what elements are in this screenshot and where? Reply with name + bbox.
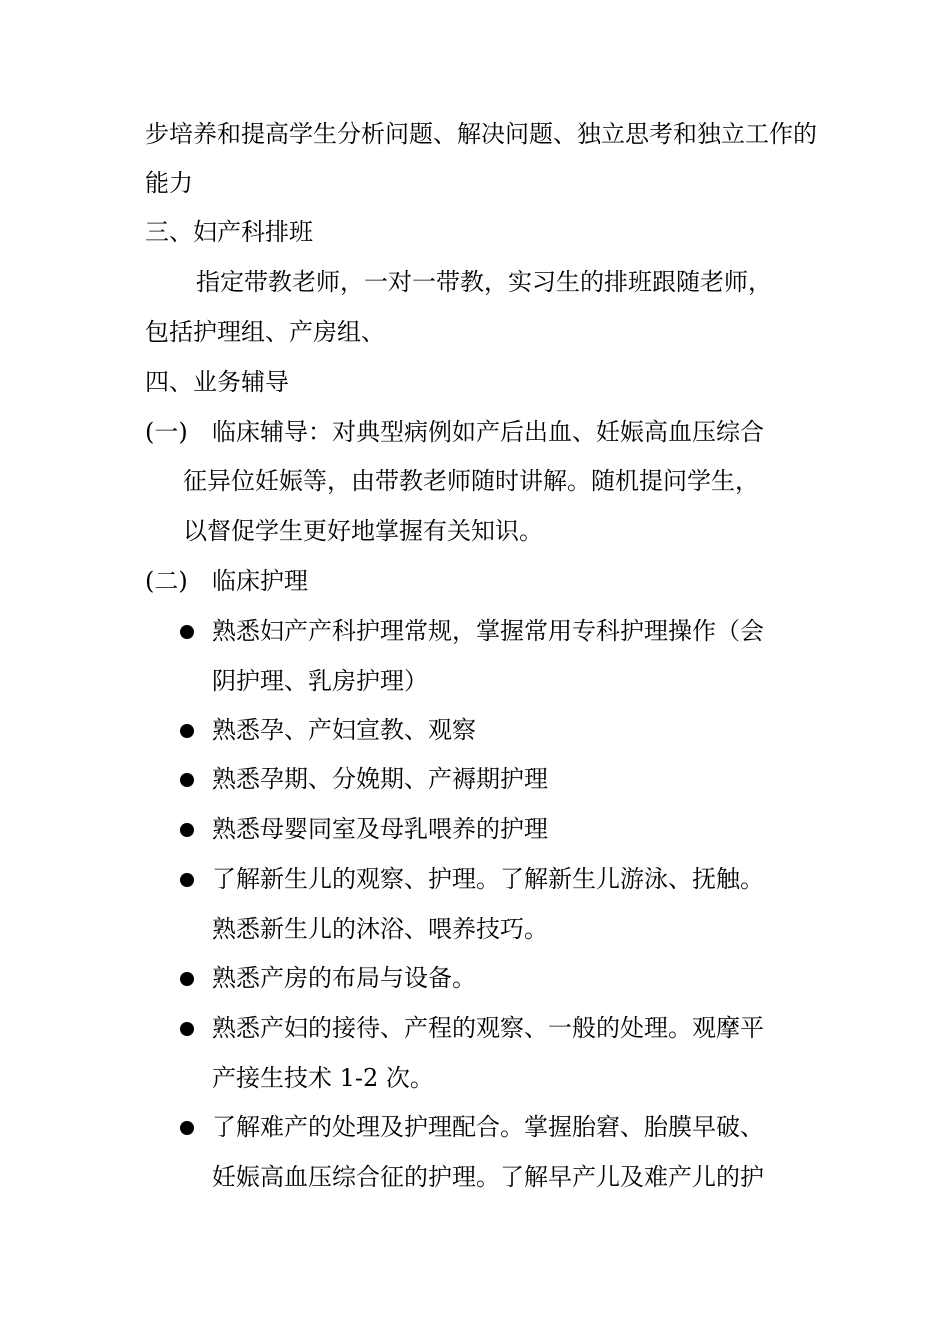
list-item-line: 熟悉孕期、分娩期、产褥期护理	[212, 765, 548, 793]
list-item-line: 熟悉妇产产科护理常规，掌握常用专科护理操作（会	[212, 617, 764, 645]
bullet-icon	[180, 972, 194, 986]
bullet-icon	[180, 873, 194, 887]
bullet-icon	[180, 625, 194, 639]
section-heading: 三、妇产科排班	[145, 218, 313, 246]
paragraph-line: 征异位妊娠等，由带教老师随时讲解。随机提问学生，	[183, 467, 759, 495]
list-item-line: 了解难产的处理及护理配合。掌握胎窘、胎膜早破、	[212, 1113, 764, 1141]
subsection-number: (二)	[145, 567, 188, 595]
list-item-line: 熟悉新生儿的沐浴、喂养技巧。	[212, 915, 548, 943]
bullet-icon	[180, 1022, 194, 1036]
subsection-number: (一)	[145, 418, 188, 446]
list-item-line: 妊娠高血压综合征的护理。了解早产儿及难产儿的护	[212, 1163, 764, 1191]
list-item-line: 阴护理、乳房护理）	[212, 667, 428, 695]
section-heading: 四、业务辅导	[145, 368, 289, 396]
list-item-line: 了解新生儿的观察、护理。了解新生儿游泳、抚触。	[212, 865, 764, 893]
paragraph-line: 临床辅导：对典型病例如产后出血、妊娠高血压综合	[212, 418, 764, 446]
list-item-line: 产接生技术 1-2 次。	[212, 1064, 434, 1092]
list-item-line: 熟悉母婴同室及母乳喂养的护理	[212, 815, 548, 843]
bullet-icon	[180, 773, 194, 787]
list-item-line: 熟悉产房的布局与设备。	[212, 964, 476, 992]
paragraph-line: 能力	[145, 169, 193, 197]
bullet-icon	[180, 823, 194, 837]
bullet-icon	[180, 1121, 194, 1135]
bullet-icon	[180, 724, 194, 738]
paragraph-line: 以督促学生更好地掌握有关知识。	[183, 517, 543, 545]
paragraph-line: 指定带教老师，一对一带教，实习生的排班跟随老师，	[196, 268, 772, 296]
paragraph-line: 步培养和提高学生分析问题、解决问题、独立思考和独立工作的	[145, 120, 817, 148]
subsection-title: 临床护理	[212, 567, 308, 595]
paragraph-line: 包括护理组、产房组、	[145, 318, 385, 346]
list-item-line: 熟悉孕、产妇宣教、观察	[212, 716, 476, 744]
list-item-line: 熟悉产妇的接待、产程的观察、一般的处理。观摩平	[212, 1014, 764, 1042]
